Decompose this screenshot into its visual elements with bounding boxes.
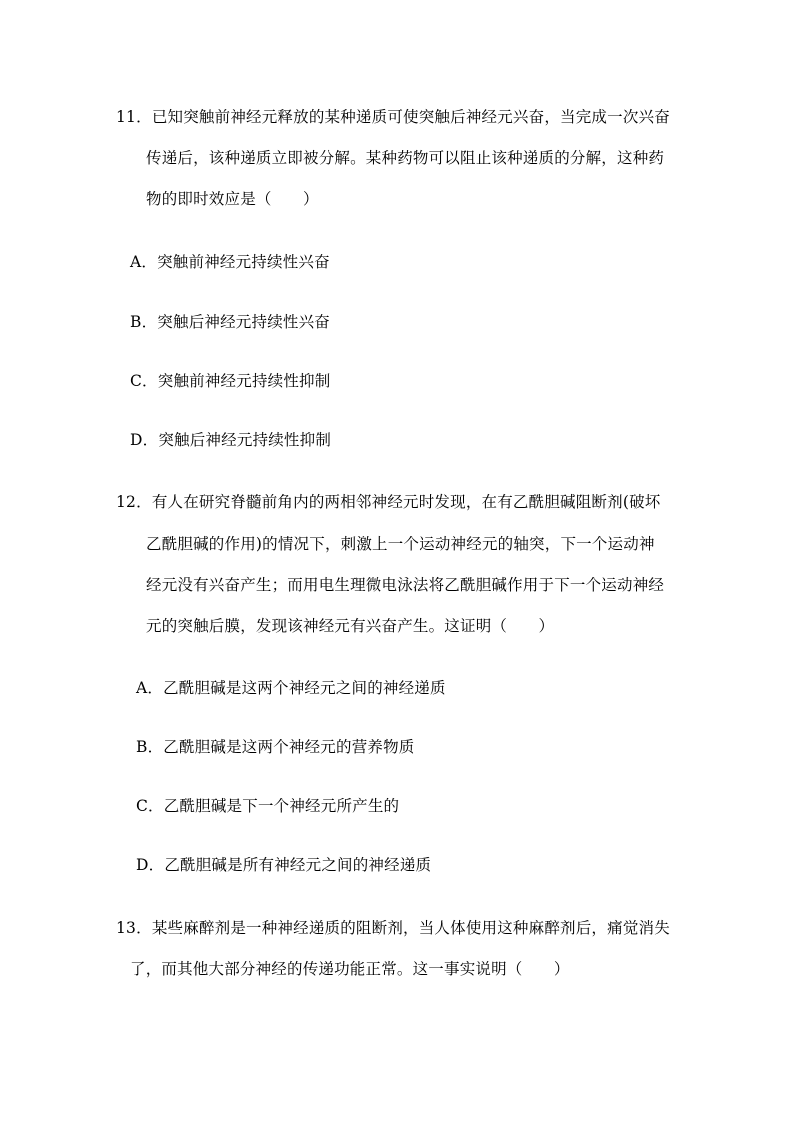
question-12-stem-line-4: 元的突触后膜，发现该神经元有兴奋产生。这证明（ ） [146, 617, 555, 635]
question-11-option-d: D．突触后神经元持续性抑制 [130, 431, 332, 449]
question-12-option-c: C．乙酰胆碱是下一个神经元所产生的 [136, 797, 400, 815]
question-13-stem-line-2: 了，而其他大部分神经的传递功能正常。这一事实说明（ ） [130, 960, 570, 978]
question-12-option-b: B．乙酰胆碱是这两个神经元的营养物质 [136, 738, 415, 756]
question-11-stem-line-2: 传递后，该种递质立即被分解。某种药物可以阻止该种递质的分解，这种药 [146, 149, 665, 167]
question-11-option-c: C．突触前神经元持续性抑制 [130, 372, 331, 390]
question-13-stem-line-1: 13．某些麻醉剂是一种神经递质的阻断剂，当人体使用这种麻醉剂后，痛觉消失 [116, 919, 670, 937]
question-11-stem-line-3: 物的即时效应是（ ） [146, 190, 319, 208]
question-12-option-d: D．乙酰胆碱是所有神经元之间的神经递质 [136, 856, 432, 874]
question-12-stem-line-3: 经元没有兴奋产生；而用电生理微电泳法将乙酰胆碱作用于下一个运动神经 [146, 576, 665, 594]
question-12-stem-line-2: 乙酰胆碱的作用)的情况下，刺激上一个运动神经元的轴突，下一个运动神 [146, 535, 655, 553]
question-11-option-b: B．突触后神经元持续性兴奋 [130, 313, 330, 331]
question-12-stem-line-1: 12．有人在研究脊髓前角内的两相邻神经元时发现，在有乙酰胆碱阻断剂(破坏 [116, 493, 661, 511]
question-11-stem-line-1: 11．已知突触前神经元释放的某种递质可使突触后神经元兴奋，当完成一次兴奋 [116, 108, 670, 126]
question-11-option-a: A．突触前神经元持续性兴奋 [130, 253, 330, 271]
question-12-option-a: A．乙酰胆碱是这两个神经元之间的神经递质 [136, 679, 446, 697]
